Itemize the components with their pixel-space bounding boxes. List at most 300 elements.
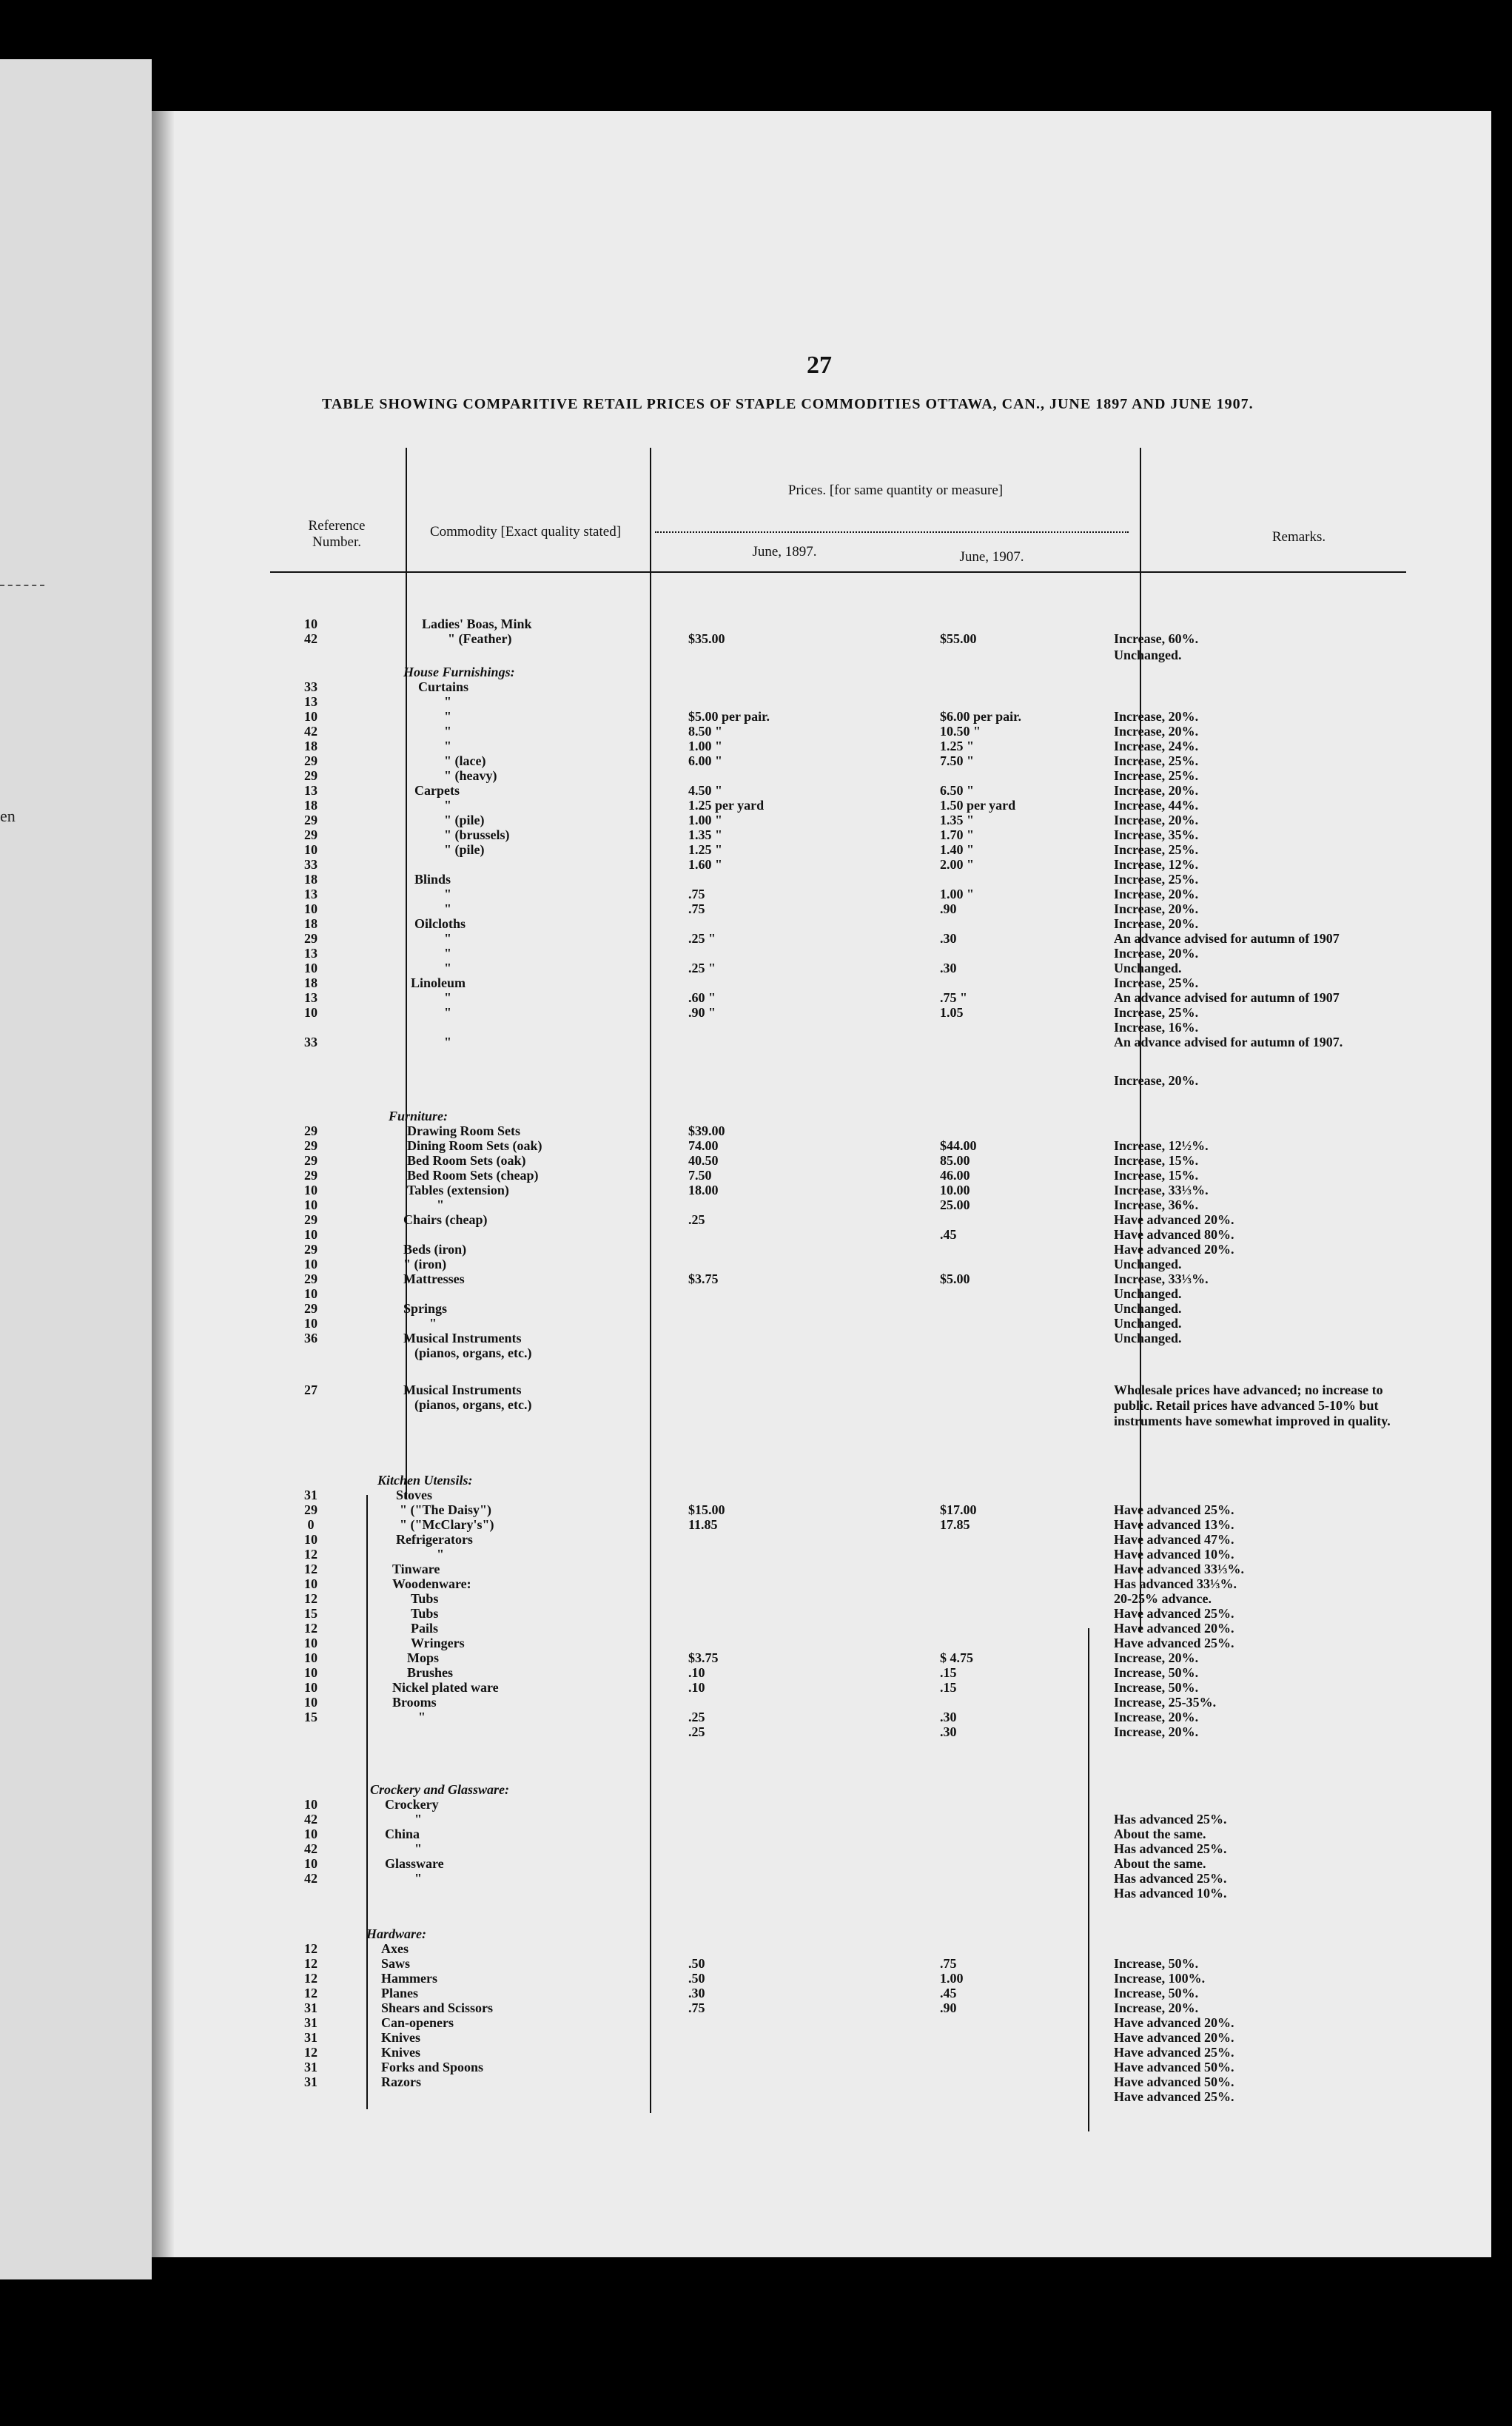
price-june-1897: 1.25 " [688, 842, 722, 857]
price-june-1907: .15 [940, 1665, 957, 1680]
reference-number: 10 [304, 1286, 317, 1301]
price-june-1907: $6.00 per pair. [940, 709, 1022, 724]
commodity-name: (pianos, organs, etc.) [414, 1397, 532, 1412]
commodity-name: Hammers [381, 1971, 437, 1986]
reference-number: 12 [304, 1562, 317, 1576]
reference-number: 13 [304, 990, 317, 1005]
price-june-1897: $35.00 [688, 631, 725, 646]
remarks-text: Have advanced 33⅓%. [1114, 1562, 1245, 1576]
header-june-1907: June, 1907. [959, 549, 1024, 565]
commodity-name: Crockery [385, 1797, 439, 1812]
price-june-1907: 10.50 " [940, 724, 981, 739]
remarks-text: Increase, 36%. [1114, 1197, 1199, 1212]
price-june-1907: $5.00 [940, 1271, 970, 1286]
remarks-text: Has advanced 25%. [1114, 1841, 1227, 1856]
reference-number: 10 [304, 1576, 317, 1591]
reference-number: 10 [304, 1650, 317, 1665]
price-june-1907: .75 [940, 1956, 957, 1971]
reference-number: 15 [304, 1710, 317, 1724]
price-june-1897: 74.00 [688, 1138, 719, 1153]
reference-number: 10 [304, 1257, 317, 1271]
reference-number: 31 [304, 2030, 317, 2045]
remarks-text: Increase, 50%. [1114, 1665, 1199, 1680]
remarks-text: Increase, 20%. [1114, 916, 1199, 931]
price-june-1907: .45 [940, 1227, 957, 1242]
commodity-name: Forks and Spoons [381, 2060, 484, 2074]
reference-number: 29 [304, 1123, 317, 1138]
commodity-name: " [444, 887, 451, 901]
commodity-name: " [444, 931, 451, 946]
price-june-1907: $17.00 [940, 1502, 977, 1517]
page-number: 27 [807, 352, 832, 379]
reference-number: 29 [304, 931, 317, 946]
reference-number: 10 [304, 709, 317, 724]
remarks-text: Unchanged. [1114, 961, 1182, 975]
reference-number: 18 [304, 739, 317, 753]
reference-number: 10 [304, 1227, 317, 1242]
commodity-name: " [444, 990, 451, 1005]
reference-number: 29 [304, 1502, 317, 1517]
reference-number: 12 [304, 1591, 317, 1606]
reference-number: 29 [304, 753, 317, 768]
commodity-name: " ("The Daisy") [400, 1502, 491, 1517]
price-june-1907: 7.50 " [940, 753, 974, 768]
price-june-1897: $5.00 per pair. [688, 709, 770, 724]
commodity-name: " [414, 1871, 422, 1886]
commodity-name: " [444, 1005, 451, 1020]
reference-number: 10 [304, 616, 317, 631]
commodity-name: " [444, 724, 451, 739]
remarks-text: Increase, 20%. [1114, 1073, 1199, 1088]
reference-number: 12 [304, 1621, 317, 1636]
price-june-1907: 46.00 [940, 1168, 970, 1183]
remarks-text: Increase, 20%. [1114, 946, 1199, 961]
price-june-1897: .25 [688, 1212, 705, 1227]
price-june-1897: .60 " [688, 990, 716, 1005]
remarks-text: Increase, 44%. [1114, 798, 1199, 813]
commodity-name: Brooms [392, 1695, 437, 1710]
price-june-1897: .25 " [688, 931, 716, 946]
reference-number: 29 [304, 1301, 317, 1316]
price-june-1907: 1.25 " [940, 739, 974, 753]
table-title: TABLE SHOWING COMPARITIVE RETAIL PRICES OF STAPLE COMMODITIES OTTAWA, CAN., JUNE 1897 AND JUNE 1907. [322, 396, 1254, 412]
reference-number: 10 [304, 1680, 317, 1695]
commodity-name: Oilcloths [414, 916, 466, 931]
price-june-1907: .90 [940, 901, 957, 916]
reference-number: 10 [304, 901, 317, 916]
commodity-name: Chairs (cheap) [403, 1212, 488, 1227]
commodity-name: Beds (iron) [403, 1242, 467, 1257]
remarks-text: Increase, 20%. [1114, 901, 1199, 916]
reference-number: 12 [304, 1956, 317, 1971]
remarks-text: Increase, 16%. [1114, 1020, 1199, 1035]
price-june-1907: 1.70 " [940, 827, 974, 842]
reference-number: 10 [304, 1183, 317, 1197]
price-june-1907: 17.85 [940, 1517, 970, 1532]
price-june-1907: .30 [940, 1724, 957, 1739]
reference-number: 18 [304, 975, 317, 990]
commodity-name: Linoleum [411, 975, 466, 990]
commodity-name: Planes [381, 1986, 419, 2000]
remarks-text: Unchanged. [1114, 1286, 1182, 1301]
reference-number: 31 [304, 1488, 317, 1502]
reference-number: 10 [304, 1665, 317, 1680]
commodity-name: Musical Instruments [403, 1331, 522, 1345]
remarks-text: An advance advised for autumn of 1907 [1114, 990, 1340, 1005]
commodity-name: Musical Instruments [403, 1382, 522, 1397]
commodity-name: Knives [381, 2045, 421, 2060]
remarks-text: Have advanced 80%. [1114, 1227, 1234, 1242]
remarks-text: Increase, 50%. [1114, 1986, 1199, 2000]
price-june-1897: .10 [688, 1680, 705, 1695]
price-june-1897: 1.00 " [688, 813, 722, 827]
commodity-name: " [414, 1841, 422, 1856]
remarks-text: Have advanced 25%. [1114, 1636, 1234, 1650]
remarks-text: Unchanged. [1114, 1331, 1182, 1345]
commodity-name: Tubs [411, 1606, 439, 1621]
remarks-text: Unchanged. [1114, 1316, 1182, 1331]
commodity-name: (pianos, organs, etc.) [414, 1345, 532, 1360]
remarks-text: Increase, 100%. [1114, 1971, 1206, 1986]
remarks-text: Increase, 33⅓%. [1114, 1271, 1209, 1286]
commodity-name: " (Feather) [448, 631, 512, 646]
left-page-text: en [0, 807, 16, 825]
header-prices: Prices. [for same quantity or measure] [787, 483, 1004, 498]
prices-subheader-rule [655, 531, 1129, 533]
column-divider-commodity-prices [650, 448, 651, 2113]
price-june-1897: .50 [688, 1956, 705, 1971]
commodity-name: " [437, 1547, 444, 1562]
reference-number: 10 [304, 1856, 317, 1871]
reference-number: 29 [304, 1153, 317, 1168]
reference-number: 31 [304, 2060, 317, 2074]
reference-number: 10 [304, 1316, 317, 1331]
price-june-1897: 7.50 [688, 1168, 712, 1183]
price-june-1897: .90 " [688, 1005, 716, 1020]
remarks-text: Increase, 50%. [1114, 1956, 1199, 1971]
remarks-text: Increase, 20%. [1114, 1650, 1199, 1665]
price-june-1907: .75 " [940, 990, 967, 1005]
commodity-name: China [385, 1827, 420, 1841]
remarks-text: Increase, 25%. [1114, 975, 1199, 990]
price-june-1907: .30 [940, 931, 957, 946]
commodity-name: Mops [407, 1650, 440, 1665]
reference-number: 42 [304, 1812, 317, 1827]
reference-number: 13 [304, 946, 317, 961]
reference-number: 10 [304, 1797, 317, 1812]
commodity-name: Pails [411, 1621, 439, 1636]
commodity-name: Wringers [411, 1636, 465, 1650]
remarks-text: Wholesale prices have advanced; no increase to public. Retail prices have advanced 5-10% but instruments have somewhat improved in quality. [1114, 1382, 1391, 1428]
reference-number: 42 [304, 1871, 317, 1886]
section-heading: Kitchen Utensils: [377, 1473, 473, 1488]
section-heading: House Furnishings: [403, 665, 515, 679]
remarks-text: Have advanced 20%. [1114, 1621, 1234, 1636]
remarks-text: Have advanced 13%. [1114, 1517, 1234, 1532]
price-june-1907: .90 [940, 2000, 957, 2015]
remarks-text: Increase, 25%. [1114, 753, 1199, 768]
commodity-name: Mattresses [403, 1271, 465, 1286]
price-june-1897: 40.50 [688, 1153, 719, 1168]
commodity-name: Ladies' Boas, Mink [422, 616, 532, 631]
reference-number: 29 [304, 1138, 317, 1153]
remarks-text: Increase, 12%. [1114, 857, 1199, 872]
header-reference: Reference Number. [308, 518, 366, 550]
remarks-text: Increase, 20%. [1114, 813, 1199, 827]
remarks-text: Increase, 25-35%. [1114, 1695, 1217, 1710]
remarks-text: Increase, 25%. [1114, 768, 1199, 783]
reference-number: 29 [304, 1168, 317, 1183]
commodity-name: Blinds [414, 872, 451, 887]
remarks-text: Increase, 20%. [1114, 887, 1199, 901]
commodity-name: " [444, 739, 451, 753]
remarks-text: An advance advised for autumn of 1907 [1114, 931, 1340, 946]
commodity-name: Dining Room Sets (oak) [407, 1138, 542, 1153]
remarks-text: Increase, 15%. [1114, 1153, 1199, 1168]
remarks-text: Have advanced 20%. [1114, 2015, 1234, 2030]
remarks-text: Increase, 20%. [1114, 1710, 1199, 1724]
column-divider-ref-commodity-lower [366, 1495, 368, 2109]
remarks-text: Have advanced 25%. [1114, 2089, 1234, 2104]
header-june-1897: June, 1897. [752, 544, 817, 560]
commodity-name: " [429, 1316, 437, 1331]
header-bottom-rule [270, 571, 1406, 573]
remarks-text: Have advanced 25%. [1114, 1502, 1234, 1517]
remarks-text: Increase, 20%. [1114, 1724, 1199, 1739]
remarks-text: Has advanced 10%. [1114, 1886, 1227, 1901]
commodity-name: Knives [381, 2030, 421, 2045]
remarks-text: Increase, 25%. [1114, 872, 1199, 887]
price-june-1897: 4.50 " [688, 783, 722, 798]
reference-number: 12 [304, 1986, 317, 2000]
price-june-1907: 1.00 [940, 1971, 964, 1986]
remarks-text: About the same. [1114, 1856, 1206, 1871]
remarks-text: Increase, 25%. [1114, 1005, 1199, 1020]
reference-number: 33 [304, 679, 317, 694]
price-june-1897: .30 [688, 1986, 705, 2000]
commodity-name: Drawing Room Sets [407, 1123, 520, 1138]
commodity-name: " [444, 1035, 451, 1049]
remarks-text: Has advanced 25%. [1114, 1871, 1227, 1886]
commodity-name: " (lace) [444, 753, 486, 768]
reference-number: 10 [304, 1636, 317, 1650]
commodity-name: " [414, 1812, 422, 1827]
remarks-text: Have advanced 25%. [1114, 1606, 1234, 1621]
remarks-text: Increase, 50%. [1114, 1680, 1199, 1695]
remarks-text: Have advanced 25%. [1114, 2045, 1234, 2060]
remarks-text: Increase, 15%. [1114, 1168, 1199, 1183]
price-june-1897: .75 [688, 2000, 705, 2015]
commodity-name: Carpets [414, 783, 460, 798]
commodity-name: Refrigerators [396, 1532, 473, 1547]
commodity-name: " (iron) [403, 1257, 447, 1271]
reference-number: 29 [304, 1212, 317, 1227]
reference-number: 31 [304, 2015, 317, 2030]
reference-number: 10 [304, 961, 317, 975]
reference-number: 31 [304, 2074, 317, 2089]
price-june-1897: $15.00 [688, 1502, 725, 1517]
price-june-1907: 85.00 [940, 1153, 970, 1168]
reference-number: 18 [304, 872, 317, 887]
remarks-text: Unchanged. [1114, 1301, 1182, 1316]
price-june-1907: $44.00 [940, 1138, 977, 1153]
reference-number: 31 [304, 2000, 317, 2015]
left-page-fragment [0, 59, 152, 2279]
commodity-name: " (brussels) [444, 827, 510, 842]
reference-number: 13 [304, 783, 317, 798]
commodity-name: Glassware [385, 1856, 444, 1871]
price-june-1897: 8.50 " [688, 724, 722, 739]
price-june-1907: 1.40 " [940, 842, 974, 857]
reference-number: 13 [304, 694, 317, 709]
price-june-1907: 25.00 [940, 1197, 970, 1212]
reference-number: 10 [304, 1532, 317, 1547]
commodity-name: Woodenware: [392, 1576, 471, 1591]
reference-number: 29 [304, 827, 317, 842]
remarks-text: Have advanced 50%. [1114, 2074, 1234, 2089]
price-june-1897: 11.85 [688, 1517, 718, 1532]
reference-number: 33 [304, 1035, 317, 1049]
price-june-1897: $3.75 [688, 1650, 719, 1665]
price-june-1907: 1.00 " [940, 887, 974, 901]
commodity-name: Axes [381, 1941, 409, 1956]
reference-number: 15 [304, 1606, 317, 1621]
reference-number: 12 [304, 1547, 317, 1562]
remarks-text: Has advanced 33⅓%. [1114, 1576, 1237, 1591]
page-gutter [152, 111, 174, 2257]
remarks-text: Unchanged. [1114, 1257, 1182, 1271]
header-remarks: Remarks. [1271, 529, 1326, 545]
remarks-text: Increase, 60%. [1114, 631, 1199, 646]
commodity-name: " [437, 1197, 444, 1212]
section-heading: Hardware: [366, 1926, 426, 1941]
price-june-1897: 1.00 " [688, 739, 722, 753]
price-june-1907: 1.05 [940, 1005, 964, 1020]
remarks-text: Increase, 25%. [1114, 842, 1199, 857]
reference-number: 29 [304, 768, 317, 783]
reference-number: 18 [304, 916, 317, 931]
price-june-1897: .25 " [688, 961, 716, 975]
commodity-name: Bed Room Sets (oak) [407, 1153, 526, 1168]
reference-number: 12 [304, 2045, 317, 2060]
header-commodity: Commodity [Exact quality stated] [429, 524, 622, 540]
price-june-1907: 1.35 " [940, 813, 974, 827]
commodity-name: " (pile) [444, 813, 485, 827]
commodity-name: Tables (extension) [407, 1183, 509, 1197]
reference-number: 29 [304, 813, 317, 827]
price-june-1897: 6.00 " [688, 753, 722, 768]
price-june-1897: 18.00 [688, 1183, 719, 1197]
reference-number: 18 [304, 798, 317, 813]
remarks-text: Have advanced 50%. [1114, 2060, 1234, 2074]
remarks-text: Have advanced 10%. [1114, 1547, 1234, 1562]
remarks-text: Have advanced 47%. [1114, 1532, 1234, 1547]
commodity-name: " [444, 694, 451, 709]
remarks-text: Increase, 20%. [1114, 709, 1199, 724]
price-june-1897: .75 [688, 901, 705, 916]
reference-number: 10 [304, 1695, 317, 1710]
price-june-1897: .25 [688, 1710, 705, 1724]
remarks-text: Increase, 35%. [1114, 827, 1199, 842]
price-june-1897: .10 [688, 1665, 705, 1680]
remarks-text: Have advanced 20%. [1114, 1242, 1234, 1257]
price-june-1907: 2.00 " [940, 857, 974, 872]
commodity-name: " (heavy) [444, 768, 497, 783]
commodity-name: Brushes [407, 1665, 454, 1680]
reference-number: 12 [304, 1941, 317, 1956]
remarks-text: Increase, 20%. [1114, 2000, 1199, 2015]
commodity-name: " [444, 961, 451, 975]
reference-number: 33 [304, 857, 317, 872]
price-june-1897: 1.35 " [688, 827, 722, 842]
commodity-name: " [418, 1710, 426, 1724]
price-june-1897: $3.75 [688, 1271, 719, 1286]
remarks-text: Have advanced 20%. [1114, 2030, 1234, 2045]
reference-number: 10 [304, 1005, 317, 1020]
commodity-name: Nickel plated ware [392, 1680, 499, 1695]
price-june-1907: $ 4.75 [940, 1650, 973, 1665]
commodity-name: " [444, 709, 451, 724]
price-june-1907: .30 [940, 1710, 957, 1724]
price-june-1897: .25 [688, 1724, 705, 1739]
commodity-name: " [444, 901, 451, 916]
commodity-name: Bed Room Sets (cheap) [407, 1168, 539, 1183]
reference-number: 10 [304, 1197, 317, 1212]
remarks-text: Increase, 24%. [1114, 739, 1199, 753]
reference-number: 29 [304, 1271, 317, 1286]
commodity-name: Tinware [392, 1562, 440, 1576]
commodity-name: Razors [381, 2074, 421, 2089]
column-divider-prices-remarks-lower [1088, 1628, 1089, 2131]
commodity-name: " [444, 946, 451, 961]
remarks-text: Increase, 12½%. [1114, 1138, 1209, 1153]
commodity-name: Saws [381, 1956, 411, 1971]
section-heading: Crockery and Glassware: [370, 1782, 509, 1797]
reference-number: 42 [304, 631, 317, 646]
price-june-1907: 6.50 " [940, 783, 974, 798]
price-june-1907: .45 [940, 1986, 957, 2000]
price-june-1897: 1.25 per yard [688, 798, 765, 813]
section-heading: Furniture: [389, 1109, 448, 1123]
price-june-1907: 1.50 per yard [940, 798, 1016, 813]
commodity-name: Can-openers [381, 2015, 454, 2030]
reference-number: 10 [304, 1827, 317, 1841]
remarks-text: Has advanced 25%. [1114, 1812, 1227, 1827]
reference-number: 27 [304, 1382, 317, 1397]
commodity-name: Curtains [418, 679, 469, 694]
commodity-name: " [444, 798, 451, 813]
price-june-1897: .50 [688, 1971, 705, 1986]
reference-number: 10 [304, 842, 317, 857]
reference-number: 42 [304, 724, 317, 739]
commodity-name: " ("McClary's") [400, 1517, 494, 1532]
commodity-name: Shears and Scissors [381, 2000, 494, 2015]
remarks-text: Increase, 20%. [1114, 724, 1199, 739]
remarks-text: Increase, 20%. [1114, 783, 1199, 798]
remarks-text: About the same. [1114, 1827, 1206, 1841]
price-june-1907: .30 [940, 961, 957, 975]
left-page-dash [0, 585, 44, 586]
price-june-1897: 1.60 " [688, 857, 722, 872]
reference-number: 0 [307, 1517, 315, 1532]
remarks-text: Unchanged. [1114, 648, 1182, 662]
price-june-1897: .75 [688, 887, 705, 901]
reference-number: 36 [304, 1331, 317, 1345]
commodity-name: Tubs [411, 1591, 439, 1606]
reference-number: 13 [304, 887, 317, 901]
remarks-text: Increase, 33⅓%. [1114, 1183, 1209, 1197]
commodity-name: Stoves [396, 1488, 432, 1502]
